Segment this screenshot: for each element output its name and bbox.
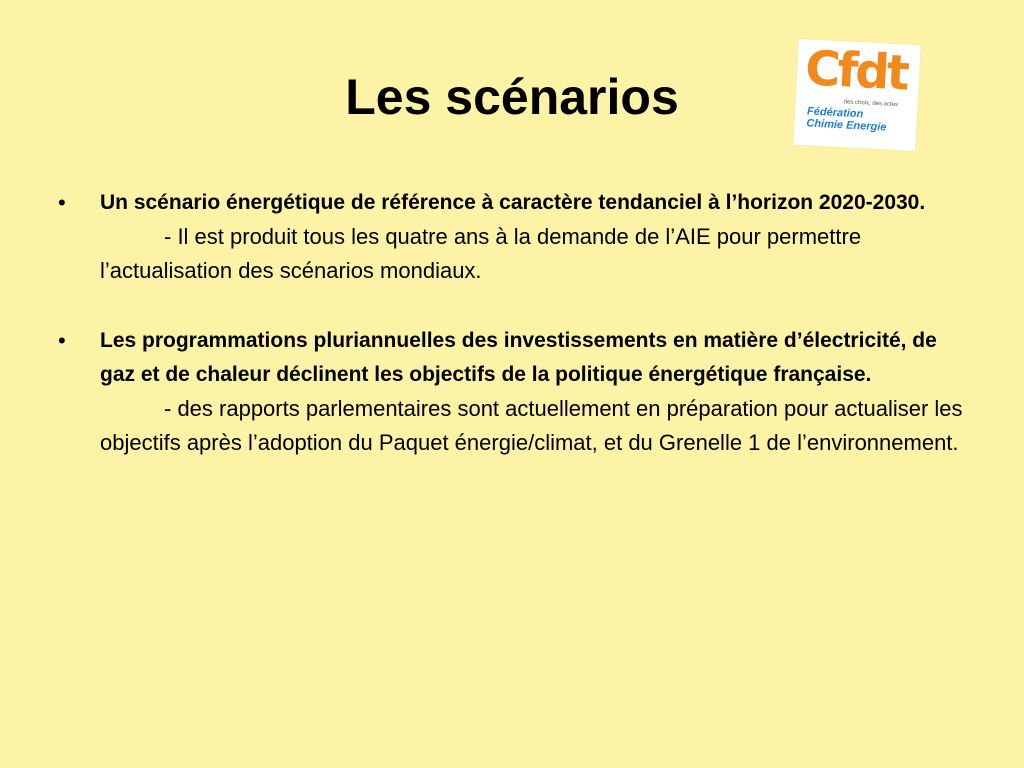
logo-org-line2: Chimie Energie <box>806 117 887 134</box>
bullet-item <box>58 324 968 460</box>
cfdt-logo <box>793 39 920 151</box>
logo-org-line1: Fédération <box>806 105 864 121</box>
bullet-marker: • <box>58 328 66 353</box>
bullet-item <box>58 186 968 288</box>
slide-title: Les scénarios <box>345 69 679 125</box>
spacer <box>58 288 968 324</box>
logo-tagline: des choix, des actes <box>843 99 899 109</box>
bullet-detail: - Il est produit tous les quatre ans à la demande de l’AIE pour permettre l’actualisation des scénarios mondiaux. <box>100 224 862 283</box>
logo-brand: Cfdt <box>803 40 909 102</box>
logo-organization <box>806 105 887 133</box>
bullet-heading: Un scénario énergétique de référence à caractère tendanciel à l’horizon 2020-2030. <box>100 191 926 214</box>
bullet-list <box>58 186 968 460</box>
bullet-heading: Les programmations pluriannuelles des investissements en matière d’électricité, de gaz et de chaleur déclinent les objectifs de la politique énergétique française. <box>100 329 937 386</box>
bullet-marker: • <box>58 190 66 215</box>
bullet-detail: - des rapports parlementaires sont actuellement en préparation pour actualiser les objectifs après l’adoption du Paquet énergie/climat, et du Grenelle 1 de l’environnement. <box>100 396 963 455</box>
